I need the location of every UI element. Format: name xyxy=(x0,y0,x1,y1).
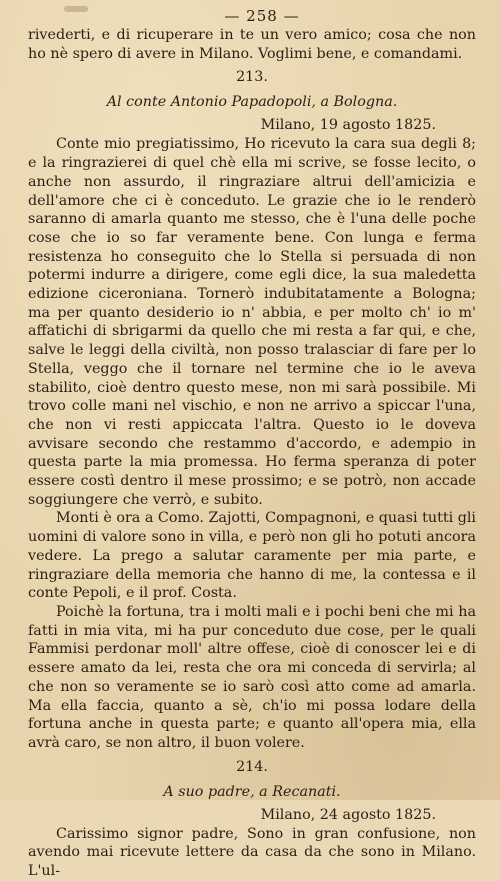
letter-number: 214. xyxy=(236,758,268,775)
letter-addressee: A suo padre, a Recanati. xyxy=(163,783,341,800)
ink-smudge xyxy=(64,6,88,12)
letter-dateline: Milano, 19 agosto 1825. xyxy=(260,117,436,134)
letter-214 xyxy=(28,757,476,881)
letter-number: 213. xyxy=(236,69,268,86)
page-number: — 258 — xyxy=(224,7,300,25)
letter-dateline: Milano, 24 agosto 1825. xyxy=(260,806,436,823)
letter-paragraph: Monti è ora a Como. Zajotti, Compagnoni, e quasi tutti gli uomini di valore sono in villa, e però non gli ho potuti ancora vedere. La prego a salutar caramente per mia parte, e ringraziare della memoria che hanno di me, la contessa e il conte Pepoli, e il prof. Costa. xyxy=(28,510,476,602)
letter-addressee: Al conte Antonio Papadopoli, a Bologna. xyxy=(106,94,398,111)
opening-paragraph: rivederti, e di ricuperare in te un vero amico; cosa che non ho nè spero di avere in Milano. Voglimi bene, e comandami. xyxy=(28,27,476,62)
letter-213 xyxy=(28,67,476,752)
letter-paragraph: Conte mio pregiatissimo, Ho ricevuto la cara sua degli 8; e la ringrazierei di quel chè ella mi scrive, se fosse lecito, o anche non assurdo, il ringraziare altrui dell'amicizia e dell'amore che ci è conceduto. Le grazie che io le renderò saranno di amarla quanto me stesso, che è l'una delle poche cose che io so far veramente bene. Con lunga e ferma resistenza ho conseguito che lo Stella si persuada di non potermi indurre a dirigere, come egli dice, la sua maledetta edizione ciceroniana. Tornerò indubitatamente a Bologna; ma per quanto desiderio io n' abbia, e per molto ch' io m' affatichi di sbrigarmi da quello che mi resta a far qui, e che, salve le leggi della civiltà, non posso tralasciar di fare per lo Stella, veggo che il tornare nel termine che io le aveva stabilito, cioè dentro questo mese, non mi sarà possibile. Mi trovo colle mani nel vischio, e non ne arrivo a spiccar l'una, che non vi resti appiccata l'altra. Questo io le doveva avvisare secondo che restammo d'accordo, e adempio in questa parte la mia promessa. Ho ferma speranza di poter essere costì dentro il mese prossimo; e se potrò, non accade soggiungere che verrò, e subito. xyxy=(28,136,476,508)
letter-paragraph: Carissimo signor padre, Sono in gran confusione, non avendo mai ricevute lettere da casa da che sono in Milano. L'ul- xyxy=(28,825,476,880)
letter-paragraph: Poichè la fortuna, tra i molti mali e i pochi beni che mi ha fatti in mia vita, mi ha pur conceduto due cose, per le quali Fammisi perdonar moll' altre offese, cioè di conoscer lei e di essere amato da lei, resta che ora mi conceda di servirla; al che non so veramente se io sarò così atto come ad amarla. Ma ella faccia, quanto a sè, ch'io mi possa lodare della fortuna anche in questa parte; e quanto all'opera mia, ella avrà caro, se non altro, il buon volere. xyxy=(28,603,476,751)
